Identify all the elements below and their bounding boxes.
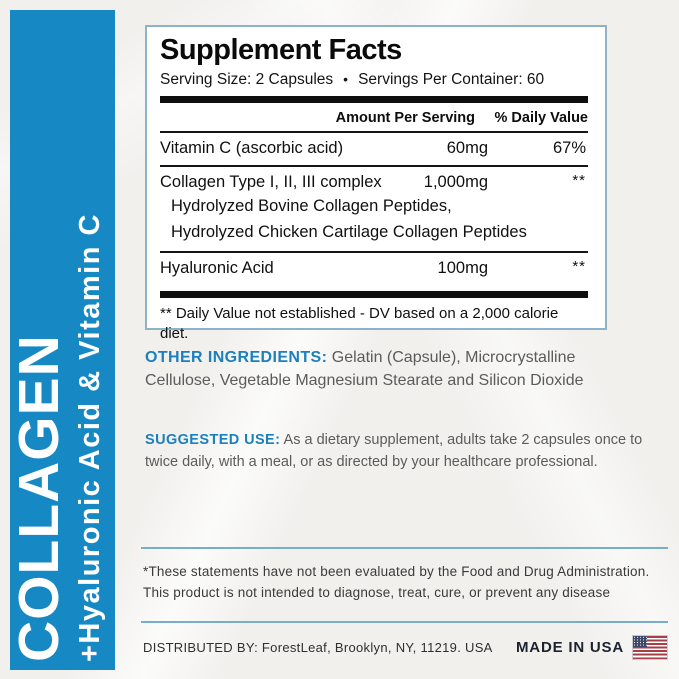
made-in-usa-text: MADE IN USA bbox=[516, 639, 624, 656]
disclaimer-line: This product is not intended to diagnose, treat, cure, or prevent any disease bbox=[143, 585, 611, 600]
ingredient-amount: 100mg bbox=[437, 259, 488, 277]
serving-info bbox=[160, 69, 588, 90]
ingredient-subitem: Hydrolyzed Bovine Collagen Peptides, bbox=[171, 197, 452, 215]
disclaimer-line: *These statements have not been evaluated by the Food and Drug Administration. bbox=[143, 564, 650, 579]
divider-line bbox=[141, 547, 668, 549]
ingredient-amount: 1,000mg bbox=[423, 173, 488, 191]
table-row bbox=[160, 167, 588, 253]
supplement-facts-title: Supplement Facts bbox=[160, 34, 402, 66]
product-name: COLLAGEN bbox=[7, 334, 71, 662]
ingredient-amount: 60mg bbox=[446, 139, 488, 157]
daily-value-footnote: ** Daily Value not established - DV based on a 2,000 calorie diet. bbox=[160, 305, 559, 342]
ingredient-name: Vitamin C (ascorbic acid) bbox=[160, 139, 344, 157]
other-ingredients-section bbox=[145, 346, 623, 392]
ingredient-name: Collagen Type I, II, III complex bbox=[160, 173, 382, 191]
suggested-use-label: SUGGESTED USE: bbox=[145, 432, 281, 448]
other-ingredients-label: OTHER INGREDIENTS: bbox=[145, 349, 328, 366]
ingredient-daily-value: ** bbox=[572, 172, 586, 189]
table-row bbox=[160, 133, 588, 167]
suggested-use-section bbox=[145, 429, 650, 473]
daily-value-column-header: % Daily Value bbox=[494, 110, 588, 126]
divider-line bbox=[141, 621, 668, 623]
thick-divider-bottom bbox=[160, 291, 588, 298]
table-row bbox=[160, 253, 588, 285]
servings-per-container: Servings Per Container: 60 bbox=[358, 71, 545, 88]
product-subtitle: +Hyaluronic Acid & Vitamin C bbox=[74, 213, 106, 662]
usa-flag-icon bbox=[633, 636, 667, 659]
other-ingredients-text: Gelatin (Capsule), Microcrystalline Cellulose, Vegetable Magnesium Stearate and Silicon Dioxide bbox=[145, 349, 584, 389]
facts-column-headers bbox=[160, 103, 588, 133]
usa-flag-canton bbox=[633, 636, 647, 647]
footer bbox=[143, 636, 667, 659]
ingredient-daily-value: 67% bbox=[552, 139, 586, 157]
supplement-facts-panel bbox=[145, 25, 607, 342]
distributed-by-text: DISTRIBUTED BY: ForestLeaf, Brooklyn, NY, 11219. USA bbox=[143, 640, 493, 655]
brand-sidebar-rotated-text bbox=[7, 10, 115, 670]
bullet-separator: • bbox=[343, 71, 349, 87]
serving-size: Serving Size: 2 Capsules bbox=[160, 71, 334, 88]
ingredient-name: Hyaluronic Acid bbox=[160, 259, 274, 277]
made-in-usa bbox=[516, 636, 667, 659]
thick-divider-top bbox=[160, 96, 588, 103]
ingredient-subitem: Hydrolyzed Chicken Cartilage Collagen Peptides bbox=[171, 223, 527, 241]
suggested-use-text: As a dietary supplement, adults take 2 capsules once to twice daily, with a meal, or as directed by your healthcare professional. bbox=[145, 432, 643, 470]
fda-disclaimer bbox=[143, 561, 668, 603]
ingredient-daily-value: ** bbox=[572, 258, 586, 275]
brand-sidebar bbox=[7, 10, 115, 670]
amount-column-header: Amount Per Serving bbox=[335, 110, 475, 126]
